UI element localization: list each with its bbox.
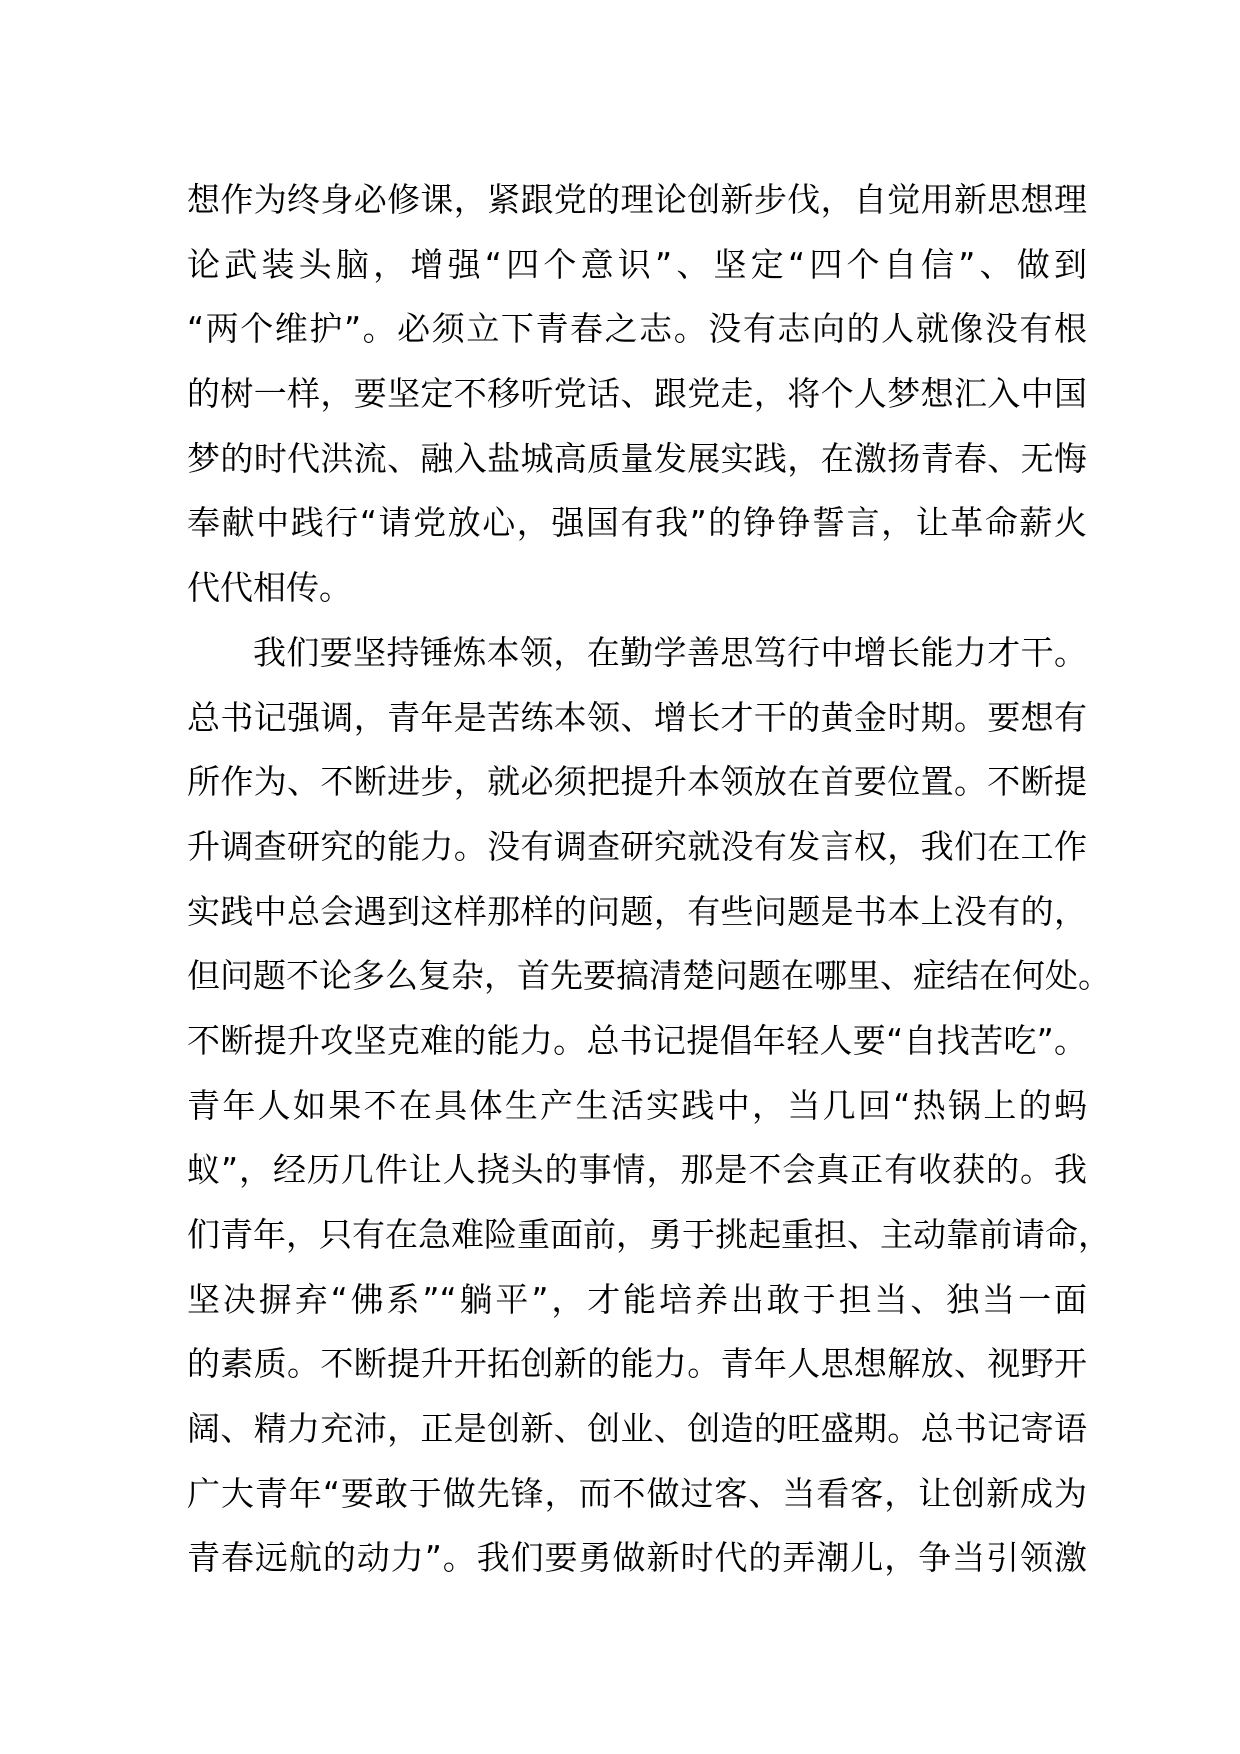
text-line: 梦的时代洪流、融入盐城高质量发展实践，在激扬青春、无悔 [187, 438, 1087, 478]
text-line: 想作为终身必修课，紧跟党的理论创新步伐，自觉用新思想理 [187, 180, 1087, 219]
text-line: 但问题不论多么复杂，首先要搞清楚问题在哪里、症结在何处。 [187, 956, 1111, 996]
text-line: 的素质。不断提升开拓创新的能力。青年人思想解放、视野开 [187, 1344, 1087, 1384]
text-line: 论武装头脑，增强“四个意识”、坚定“四个自信”、做到 [187, 244, 1087, 284]
text-line: 升调查研究的能力。没有调查研究就没有发言权，我们在工作 [187, 826, 1087, 866]
text-line: 的树一样，要坚定不移听党话、跟党走，将个人梦想汇入中国 [187, 374, 1087, 414]
text-line: 蚁”，经历几件让人挠头的事情，那是不会真正有收获的。我 [187, 1150, 1087, 1190]
text-line: 所作为、不断进步，就必须把提升本领放在首要位置。不断提 [187, 762, 1087, 802]
text-line: 青春远航的动力”。我们要勇做新时代的弄潮儿，争当引领激 [187, 1538, 1087, 1578]
text-line: 奉献中践行“请党放心，强国有我”的铮铮誓言，让革命薪火 [187, 503, 1087, 543]
text-line: 们青年，只有在急难险重面前，勇于挑起重担、主动靠前请命， [187, 1215, 1111, 1254]
text-line: 不断提升攻坚克难的能力。总书记提倡年轻人要“自找苦吃”。 [187, 1020, 1087, 1060]
text-line: 我们要坚持锤炼本领，在勤学善思笃行中增长能力才干。 [253, 632, 1087, 672]
text-line: 广大青年“要敢于做先锋，而不做过客、当看客，让创新成为 [187, 1473, 1087, 1513]
text-line: 坚决摒弃“佛系”“躺平”，才能培养出敢于担当、独当一面 [187, 1279, 1087, 1319]
text-line: 代代相传。 [187, 568, 352, 608]
text-line: 总书记强调，青年是苦练本领、增长才干的黄金时期。要想有 [187, 697, 1087, 737]
text-line: 青年人如果不在具体生产生活实践中，当几回“热锅上的蚂 [187, 1085, 1087, 1125]
text-line: 阔、精力充沛，正是创新、创业、创造的旺盛期。总书记寄语 [187, 1409, 1087, 1449]
body-text [187, 168, 1111, 1591]
text-line: “两个维护”。必须立下青春之志。没有志向的人就像没有根 [187, 309, 1087, 349]
text-line: 实践中总会遇到这样那样的问题，有些问题是书本上没有的， [187, 891, 1087, 931]
